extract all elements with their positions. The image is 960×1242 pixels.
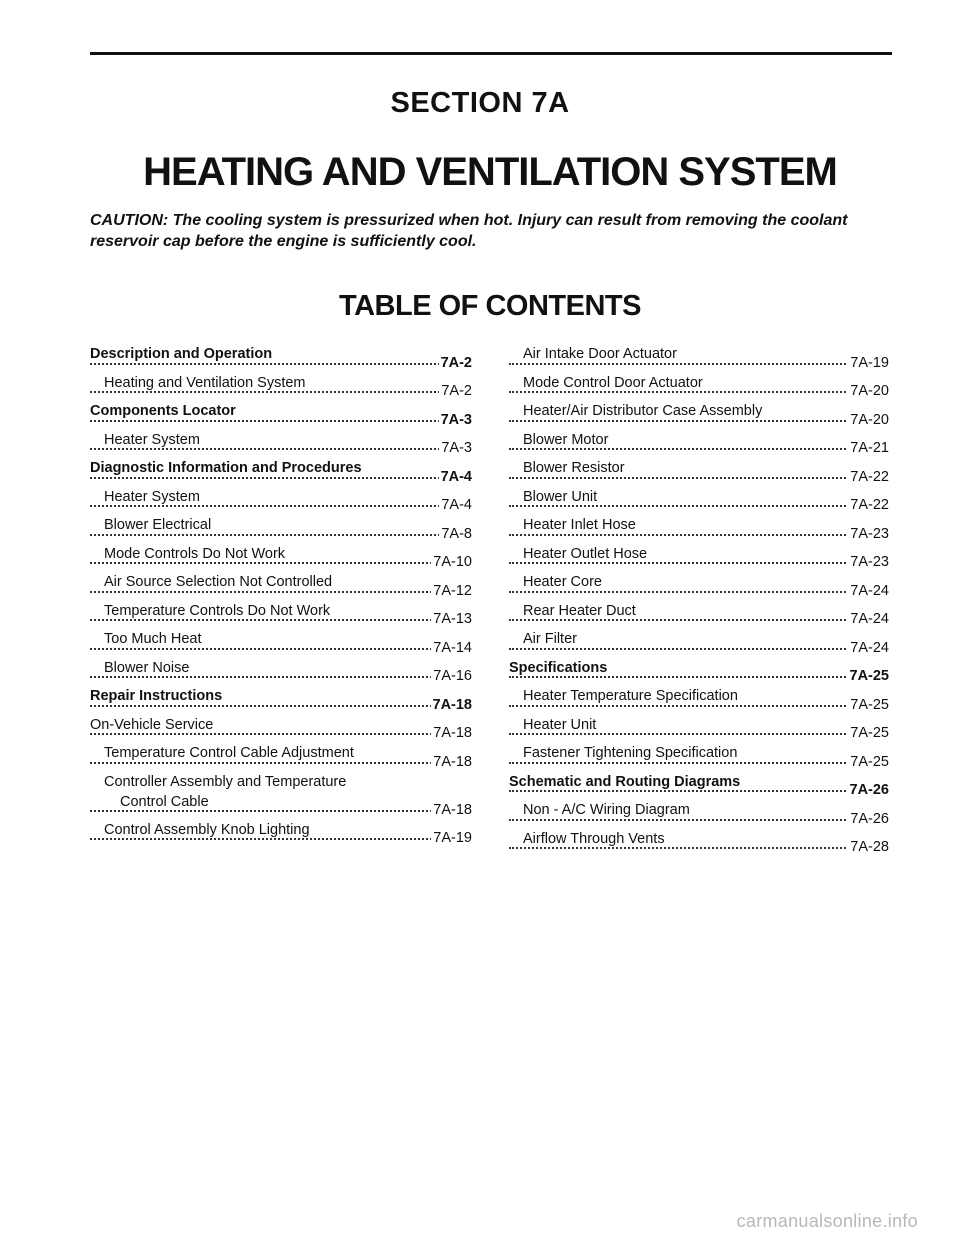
dot-leader bbox=[90, 648, 472, 650]
toc-entry[interactable] bbox=[90, 487, 472, 516]
toc-entry[interactable] bbox=[509, 515, 889, 544]
toc-entry[interactable] bbox=[90, 658, 472, 687]
toc-entry-label: Blower Unit bbox=[523, 488, 598, 505]
toc-entry-label: Description and Operation bbox=[90, 346, 273, 362]
toc-entry-label: Heater Outlet Hose bbox=[523, 545, 648, 562]
dot-leader bbox=[90, 505, 472, 507]
toc-entry-page: 7A-20 bbox=[850, 411, 889, 428]
dot-leader bbox=[509, 363, 889, 365]
toc-entry[interactable] bbox=[90, 743, 472, 772]
toc-entry[interactable] bbox=[90, 458, 472, 487]
toc-entry[interactable] bbox=[90, 772, 472, 820]
toc-entry[interactable] bbox=[90, 401, 472, 430]
toc-entry-page: 7A-8 bbox=[441, 525, 472, 542]
toc-entry-label: Components Locator bbox=[90, 403, 236, 419]
dot-leader bbox=[509, 705, 889, 707]
dot-leader bbox=[90, 705, 472, 707]
dot-leader bbox=[90, 391, 472, 393]
toc-entry-label: Air Source Selection Not Controlled bbox=[104, 574, 333, 590]
dot-leader bbox=[509, 391, 889, 393]
toc-entry[interactable] bbox=[90, 572, 472, 601]
toc-entry-page: 7A-26 bbox=[850, 810, 889, 827]
toc-title: TABLE OF CONTENTS bbox=[339, 290, 641, 322]
dot-leader bbox=[90, 448, 472, 450]
toc-entry[interactable] bbox=[90, 715, 472, 744]
dot-leader bbox=[509, 477, 889, 479]
dot-leader bbox=[509, 819, 889, 821]
toc-entry-label: Control Assembly Knob Lighting bbox=[104, 821, 310, 838]
toc-right-column bbox=[509, 344, 889, 857]
toc-entry-label: Heater Unit bbox=[523, 716, 597, 733]
toc-entry-page: 7A-3 bbox=[440, 411, 472, 428]
section-title: SECTION 7A bbox=[390, 87, 570, 119]
toc-entry-page: 7A-22 bbox=[850, 468, 889, 485]
toc-entry-label: Blower Electrical bbox=[104, 517, 212, 533]
toc-entry-page: 7A-21 bbox=[850, 440, 889, 456]
dot-leader bbox=[509, 648, 889, 650]
toc-entry-label: On-Vehicle Service bbox=[90, 716, 214, 733]
toc-entry-page: 7A-22 bbox=[850, 497, 889, 513]
dot-leader bbox=[90, 363, 472, 365]
toc-entry[interactable] bbox=[509, 629, 889, 658]
toc-entry-page: 7A-3 bbox=[441, 440, 472, 456]
toc-entry[interactable] bbox=[509, 458, 889, 487]
toc-entry-page: 7A-25 bbox=[850, 725, 889, 741]
toc-entry-page: 7A-25 bbox=[850, 696, 889, 713]
toc-entry[interactable] bbox=[509, 715, 889, 744]
toc-entry-page: 7A-18 bbox=[433, 725, 472, 741]
dot-leader bbox=[90, 733, 472, 735]
toc-entry[interactable] bbox=[90, 515, 472, 544]
dot-leader bbox=[509, 676, 889, 678]
toc-entry-page: 7A-24 bbox=[850, 611, 889, 627]
toc-entry-page: 7A-14 bbox=[433, 639, 472, 656]
dot-leader bbox=[509, 733, 889, 735]
toc-entry-label: Heater System bbox=[104, 431, 200, 448]
toc-entry-label: Diagnostic Information and Procedures bbox=[90, 460, 362, 476]
toc-entry[interactable] bbox=[509, 487, 889, 516]
toc-entry[interactable] bbox=[90, 820, 472, 849]
toc-entry-label: Non - A/C Wiring Diagram bbox=[523, 802, 690, 818]
toc-entry-page: 7A-2 bbox=[441, 383, 472, 399]
page-title: HEATING AND VENTILATION SYSTEM bbox=[143, 150, 837, 194]
toc-entry-page: 7A-2 bbox=[440, 354, 472, 371]
toc-entry-page: 7A-16 bbox=[433, 668, 472, 684]
dot-leader bbox=[509, 790, 889, 792]
toc-entry-label: Heater/Air Distributor Case Assembly bbox=[523, 403, 763, 419]
dot-leader bbox=[90, 591, 472, 593]
toc-entry-page: 7A-28 bbox=[850, 839, 889, 855]
dot-leader bbox=[90, 534, 472, 536]
dot-leader bbox=[90, 838, 472, 840]
dot-leader bbox=[509, 534, 889, 536]
dot-leader bbox=[509, 591, 889, 593]
dot-leader bbox=[90, 420, 472, 422]
toc-entry[interactable] bbox=[509, 401, 889, 430]
toc-entry[interactable] bbox=[509, 772, 889, 801]
dot-leader bbox=[509, 562, 889, 564]
top-rule bbox=[90, 52, 892, 55]
toc-entry[interactable] bbox=[509, 743, 889, 772]
toc-entry-page: 7A-4 bbox=[441, 497, 472, 513]
toc-entry-label: Controller Assembly and Temperature bbox=[104, 773, 347, 790]
toc-entry-label: Blower Resistor bbox=[523, 460, 625, 476]
toc-entry-label-continued: Control Cable bbox=[120, 793, 209, 810]
toc-entry-page: 7A-19 bbox=[433, 830, 472, 846]
toc-entry-page: 7A-25 bbox=[850, 753, 889, 770]
toc-entry-page: 7A-10 bbox=[433, 554, 472, 570]
toc-entry[interactable] bbox=[90, 601, 472, 630]
toc-entry[interactable] bbox=[509, 344, 889, 373]
toc-entry-label: Fastener Tightening Specification bbox=[523, 745, 738, 761]
dot-leader bbox=[90, 477, 472, 479]
dot-leader bbox=[90, 762, 472, 764]
toc-entry[interactable] bbox=[90, 686, 472, 715]
toc-entry-label: Blower Noise bbox=[104, 659, 190, 676]
toc-entry-page: 7A-26 bbox=[849, 782, 889, 798]
toc-entry-label: Heating and Ventilation System bbox=[104, 374, 306, 391]
toc-entry-label: Heater System bbox=[104, 488, 200, 505]
toc-entry-label: Heater Core bbox=[523, 574, 602, 590]
toc-entry-page: 7A-4 bbox=[440, 468, 472, 485]
toc-entry-label: Rear Heater Duct bbox=[523, 602, 636, 619]
toc-entry-label: Specifications bbox=[509, 659, 608, 676]
dot-leader bbox=[90, 619, 472, 621]
dot-leader bbox=[90, 562, 472, 564]
toc-entry-label: Temperature Control Cable Adjustment bbox=[104, 745, 354, 761]
dot-leader bbox=[509, 420, 889, 422]
toc-entry-label: Schematic and Routing Diagrams bbox=[509, 773, 741, 790]
dot-leader bbox=[90, 676, 472, 678]
toc-entry-page: 7A-23 bbox=[850, 554, 889, 570]
toc-left-column bbox=[90, 344, 472, 848]
toc-entry[interactable] bbox=[90, 629, 472, 658]
toc-entry[interactable] bbox=[90, 373, 472, 402]
caution-note: CAUTION: The cooling system is pressurized when hot. Injury can result from removing the coolant reservoir cap before the engine is sufficiently cool. bbox=[90, 212, 848, 250]
toc-entry[interactable] bbox=[509, 601, 889, 630]
toc-entry[interactable] bbox=[509, 658, 889, 687]
dot-leader bbox=[509, 847, 889, 849]
toc-entry-label: Mode Control Door Actuator bbox=[523, 374, 703, 391]
toc-entry-label: Airflow Through Vents bbox=[523, 830, 665, 847]
toc-entry[interactable] bbox=[509, 800, 889, 829]
dot-leader bbox=[509, 448, 889, 450]
toc-entry-page: 7A-23 bbox=[850, 525, 889, 542]
toc-entry[interactable] bbox=[509, 544, 889, 573]
dot-leader bbox=[509, 762, 889, 764]
toc-entry-page: 7A-24 bbox=[850, 582, 889, 599]
toc-entry-label: Too Much Heat bbox=[104, 631, 202, 647]
toc-entry-page: 7A-18 bbox=[433, 753, 472, 770]
toc-entry-label: Heater Inlet Hose bbox=[523, 517, 636, 533]
toc-entry-label: Blower Motor bbox=[523, 431, 609, 448]
toc-entry-label: Mode Controls Do Not Work bbox=[104, 545, 286, 562]
toc-entry-label: Air Filter bbox=[523, 631, 577, 647]
toc-entry[interactable] bbox=[509, 373, 889, 402]
toc-entry-page: 7A-19 bbox=[850, 354, 889, 371]
toc-entry[interactable] bbox=[90, 430, 472, 459]
dot-leader bbox=[509, 505, 889, 507]
toc-entry[interactable] bbox=[509, 572, 889, 601]
toc-entry[interactable] bbox=[90, 544, 472, 573]
toc-entry-page: 7A-18 bbox=[432, 696, 472, 713]
toc-entry[interactable] bbox=[509, 686, 889, 715]
watermark: carmanualsonline.info bbox=[736, 1211, 918, 1231]
toc-entry-label: Heater Temperature Specification bbox=[523, 688, 738, 704]
toc-entry[interactable] bbox=[509, 430, 889, 459]
toc-entry-page: 7A-18 bbox=[433, 801, 472, 818]
toc-entry-page: 7A-24 bbox=[850, 639, 889, 656]
toc-entry[interactable] bbox=[509, 829, 889, 858]
toc-entry-page: 7A-12 bbox=[433, 582, 472, 599]
toc-entry-label: Repair Instructions bbox=[90, 688, 223, 704]
toc-entry-page: 7A-13 bbox=[433, 611, 472, 627]
toc-entry-page: 7A-25 bbox=[849, 668, 889, 684]
toc-entry-label: Temperature Controls Do Not Work bbox=[104, 602, 331, 619]
dot-leader bbox=[509, 619, 889, 621]
toc-entry-page: 7A-20 bbox=[850, 383, 889, 399]
toc-entry[interactable] bbox=[90, 344, 472, 373]
toc-entry-label: Air Intake Door Actuator bbox=[523, 346, 677, 362]
